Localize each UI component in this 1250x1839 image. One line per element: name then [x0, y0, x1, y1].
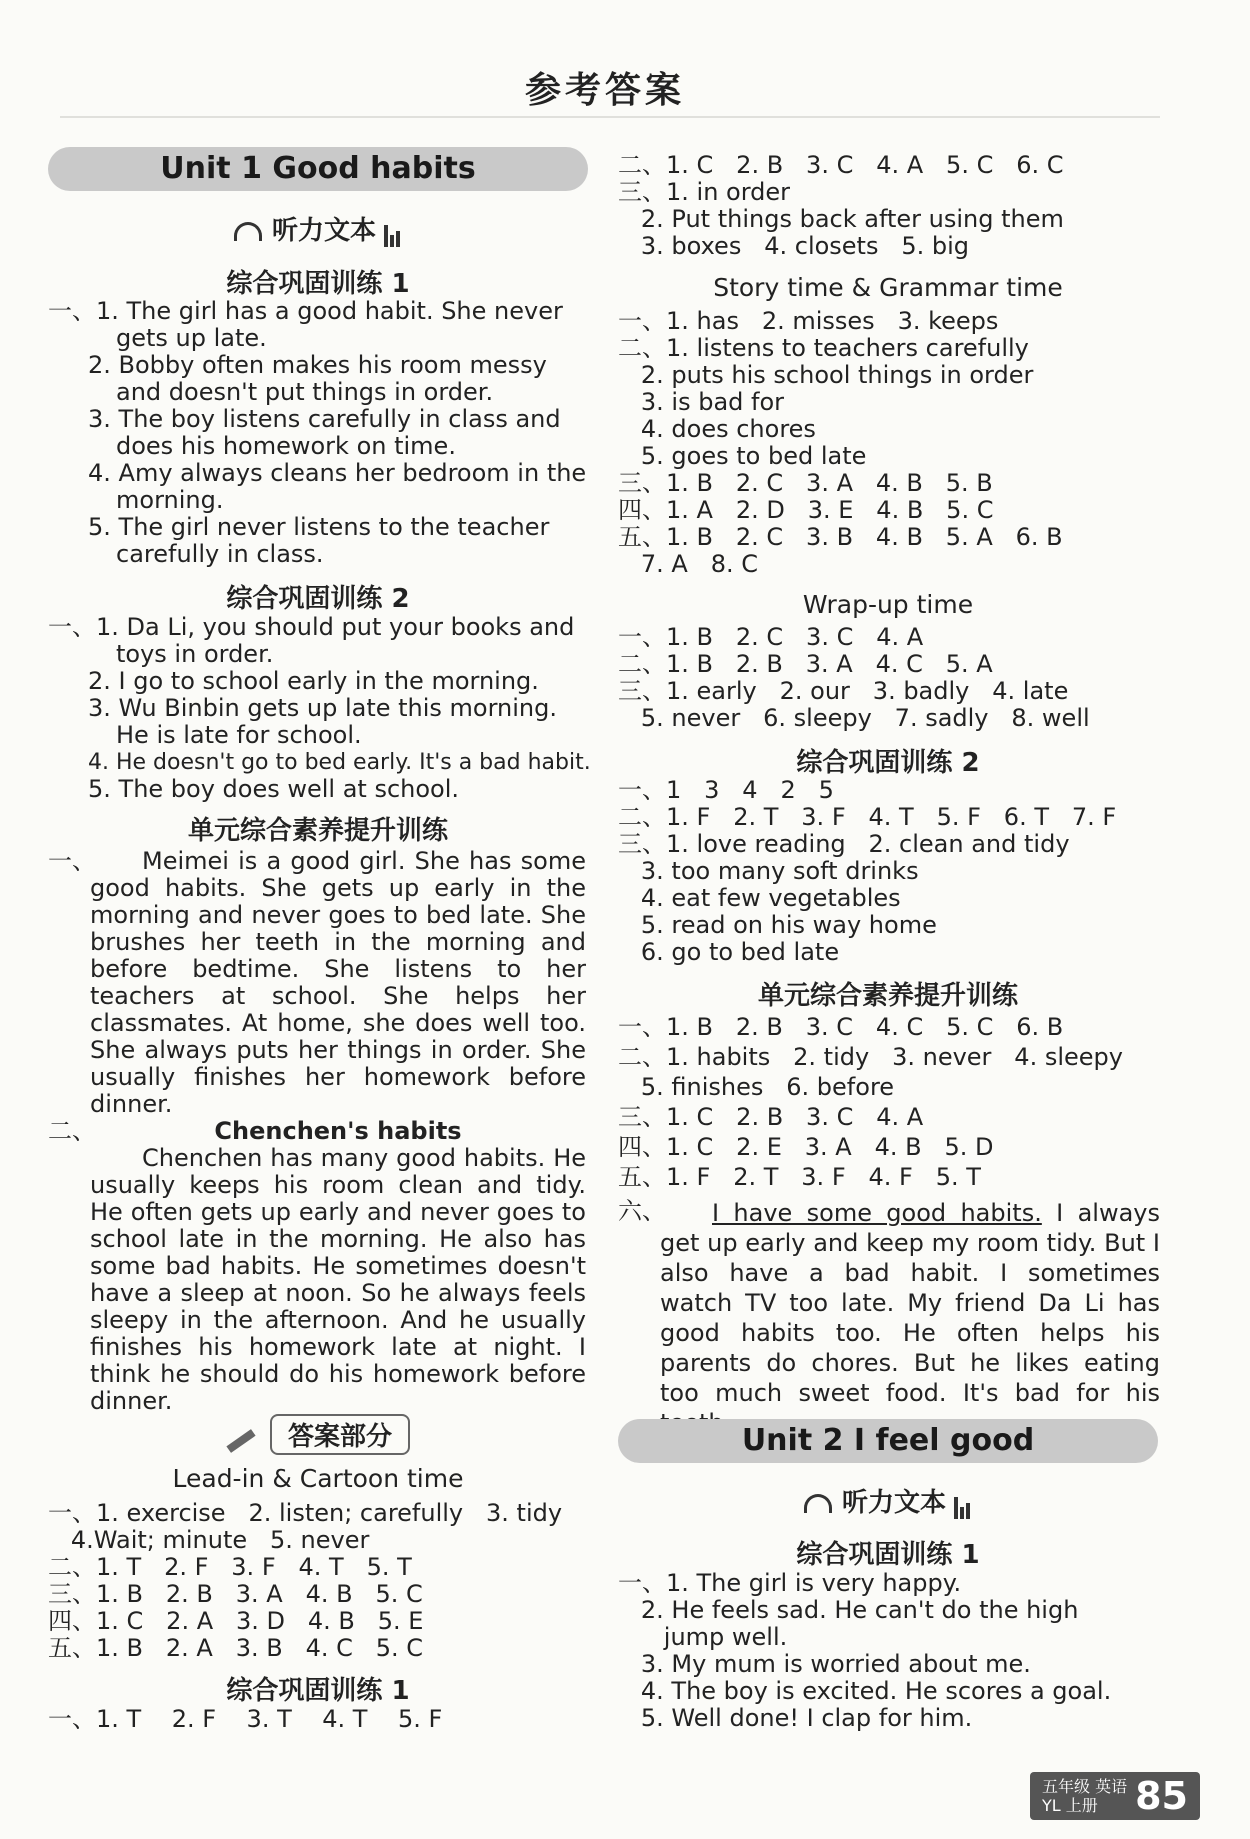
right-top-block: [618, 152, 1158, 260]
u2-title: 综合巩固训练 1: [796, 1540, 980, 1570]
u2-line: 一、1. The girl is very happy.: [618, 1569, 962, 1597]
title-divider: [60, 116, 1160, 118]
r3-paragraph-first-sentence: I have some good habits.: [712, 1199, 1042, 1227]
s2-title: 综合巩固训练 2: [226, 584, 410, 614]
sound-bars-icon: [384, 217, 402, 247]
r2-line: 三、1. love reading 2. clean and tidy: [618, 830, 1070, 858]
story-line: 三、1. B 2. C 3. A 4. B 5. B: [618, 469, 993, 497]
s1-line: and doesn't put things in order.: [116, 378, 494, 406]
wrap-title: Wrap-up time: [802, 590, 974, 619]
wrap-line: 一、1. B 2. C 3. C 4. A: [618, 623, 924, 651]
headphones-icon: [804, 1494, 832, 1513]
listening-label: 听力文本: [271, 216, 376, 246]
story-line: 2. puts his school things in order: [618, 361, 1034, 389]
r3-line: 二、1. habits 2. tidy 3. never 4. sleepy: [618, 1043, 1123, 1071]
unit2-title-bar: Unit 2 I feel good: [618, 1419, 1158, 1463]
u2-line: 4. The boy is excited. He scores a goal.: [618, 1677, 1112, 1705]
story-block: [618, 308, 1158, 578]
story-line: 7. A 8. C: [618, 550, 759, 578]
s2-line: He is late for school.: [116, 721, 362, 749]
unit1-title-bar: Unit 1 Good habits: [48, 147, 588, 191]
s1-line: does his homework on time.: [116, 432, 456, 460]
story-title: Story time & Grammar time: [713, 273, 1063, 302]
r3-line: 四、1. C 2. E 3. A 4. B 5. D: [618, 1133, 994, 1161]
r3-line: 一、1. B 2. B 3. C 4. C 5. C 6. B: [618, 1013, 1064, 1041]
right-top-line: 2. Put things back after using them: [618, 205, 1064, 233]
s1-line: 一、1. The girl has a good habit. She never: [48, 297, 563, 325]
r2-line: 6. go to bed late: [618, 938, 840, 966]
s1-line: 4. Amy always cleans her bedroom in the: [88, 459, 587, 487]
r3-title: 单元综合素养提升训练: [757, 981, 1018, 1011]
r2-line: 3. too many soft drinks: [618, 857, 919, 885]
s2-line: 5. The boy does well at school.: [88, 775, 460, 803]
leadin-title: Lead-in & Cartoon time: [172, 1464, 464, 1493]
wrap-line: 二、1. B 2. B 3. A 4. C 5. A: [618, 650, 993, 678]
s2-line: 4. He doesn't go to bed early. It's a bad habit.: [88, 750, 591, 775]
r2-block: [618, 777, 1158, 966]
s4-line: 一、1. T 2. F 3. T 4. T 5. F: [48, 1705, 443, 1733]
s1-line: carefully in class.: [116, 540, 324, 568]
leadin-line: 4.Wait; minute 5. never: [48, 1526, 370, 1554]
s1-line: gets up late.: [116, 324, 267, 352]
s3-title: 单元综合素养提升训练: [187, 816, 448, 846]
listening-label: 听力文本: [841, 1488, 946, 1518]
r3-line: 五、1. F 2. T 3. F 4. F 5. T: [618, 1163, 981, 1191]
footer-labels: [1042, 1777, 1127, 1815]
page-footer-badge: [1030, 1772, 1200, 1820]
leadin-line: 二、1. T 2. F 3. F 4. T 5. T: [48, 1553, 412, 1581]
s1-line: 3. The boy listens carefully in class and: [88, 405, 561, 433]
r2-line: 5. read on his way home: [618, 911, 937, 939]
leadin-line: 四、1. C 2. A 3. D 4. B 5. E: [48, 1607, 424, 1635]
story-line: 一、1. has 2. misses 3. keeps: [618, 307, 999, 335]
headphones-icon: [234, 222, 262, 241]
s1-title: 综合巩固训练 1: [226, 269, 410, 299]
pencil-icon: [226, 1429, 255, 1453]
s2-line: 2. I go to school early in the morning.: [88, 667, 539, 695]
u2-line: 5. Well done! I clap for him.: [618, 1704, 973, 1732]
right-top-line: 3. boxes 4. closets 5. big: [618, 232, 970, 260]
r3-label-6: 六、: [618, 1197, 666, 1225]
s1-line: morning.: [116, 486, 224, 514]
s2-line: 一、1. Da Li, you should put your books and: [48, 613, 575, 641]
s1-line: 5. The girl never listens to the teacher: [88, 513, 550, 541]
s3-label-1: 一、: [48, 847, 96, 875]
s2-block: [48, 613, 591, 803]
s3-paragraph-2: Chenchen has many good habits. He usually keeps his room clean and tidy. He often gets up early and never goes to school late in the morning. He also has some bad habits. He sometimes doesn't have a sleep at noon. So he always feels sleepy in the afternoon. And he usually finishes his homework late at night. I think he should do his homework before dinner.: [90, 1144, 586, 1415]
r3-line: 三、1. C 2. B 3. C 4. A: [618, 1103, 924, 1131]
u2-line: jump well.: [618, 1623, 788, 1651]
leadin-line: 三、1. B 2. B 3. A 4. B 5. C: [48, 1580, 423, 1608]
r2-line: 一、1 3 4 2 5: [618, 776, 834, 804]
u2-line: 2. He feels sad. He can't do the high: [618, 1596, 1079, 1624]
page-number: 85: [1135, 1774, 1188, 1818]
s4-title: 综合巩固训练 1: [226, 1676, 410, 1706]
right-top-line: 三、1. in order: [618, 178, 791, 206]
r3-block: [618, 1012, 1158, 1192]
r3-paragraph-rest: I always get up early and keep my room tidy. But I also have a bad habit. I sometimes watch TV too late. My friend Da Li has good habits too. He often helps his parents do chores. But he likes eating too much sweet food. It's bad for his: [660, 1199, 1160, 1407]
footer-edition: YL 上册: [1042, 1796, 1098, 1815]
u2-block: [618, 1570, 1158, 1732]
r3-line: 5. finishes 6. before: [618, 1073, 895, 1101]
leadin-line: 一、1. exercise 2. listen; carefully 3. tidy: [48, 1499, 563, 1527]
s3-label-2: 二、: [48, 1117, 96, 1145]
story-line: 3. is bad for: [618, 388, 785, 416]
r2-line: 二、1. F 2. T 3. F 4. T 5. F 6. T 7. F: [618, 803, 1117, 831]
s3-paragraph-1: Meimei is a good girl. She has some good habits. She gets up early in the morning and never goes to bed late. She brushes her teeth in the morning and before bedtime. She listens to her teachers at school. She helps her classmates. At home, she does well too. She always puts her things in order. She usually finishes her homework before dinner.: [90, 847, 586, 1118]
story-line: 四、1. A 2. D 3. E 4. B 5. C: [618, 496, 994, 524]
s1-block: [48, 298, 588, 568]
story-line: 4. does chores: [618, 415, 816, 443]
story-line: 5. goes to bed late: [618, 442, 867, 470]
r2-title: 综合巩固训练 2: [796, 748, 980, 778]
answer-section-heading: [48, 1414, 588, 1455]
sound-bars-icon: [954, 1489, 972, 1519]
s3-paragraph-2-title: Chenchen's habits: [214, 1117, 462, 1145]
u2-line: 3. My mum is worried about me.: [618, 1650, 1031, 1678]
r2-line: 4. eat few vegetables: [618, 884, 901, 912]
wrap-block: [618, 624, 1158, 732]
answer-section-label: 答案部分: [270, 1414, 410, 1455]
s1-line: 2. Bobby often makes his room messy: [88, 351, 547, 379]
story-line: 二、1. listens to teachers carefully: [618, 334, 1029, 362]
s4-block: [48, 1706, 588, 1733]
story-line: 五、1. B 2. C 3. B 4. B 5. A 6. B: [618, 523, 1063, 551]
s2-line: toys in order.: [116, 640, 274, 668]
listening-heading-1: [48, 210, 588, 247]
leadin-line: 五、1. B 2. A 3. B 4. C 5. C: [48, 1634, 424, 1662]
footer-grade: 五年级 英语: [1042, 1777, 1128, 1796]
listening-heading-2: [618, 1482, 1158, 1519]
leadin-block: [48, 1500, 588, 1662]
page-title: 参考答案: [524, 70, 685, 111]
right-top-line: 二、1. C 2. B 3. C 4. A 5. C 6. C: [618, 151, 1064, 179]
s2-line: 3. Wu Binbin gets up late this morning.: [88, 694, 558, 722]
wrap-line: 5. never 6. sleepy 7. sadly 8. well: [618, 704, 1090, 732]
r3-paragraph: [660, 1198, 1160, 1438]
wrap-line: 三、1. early 2. our 3. badly 4. late: [618, 677, 1069, 705]
